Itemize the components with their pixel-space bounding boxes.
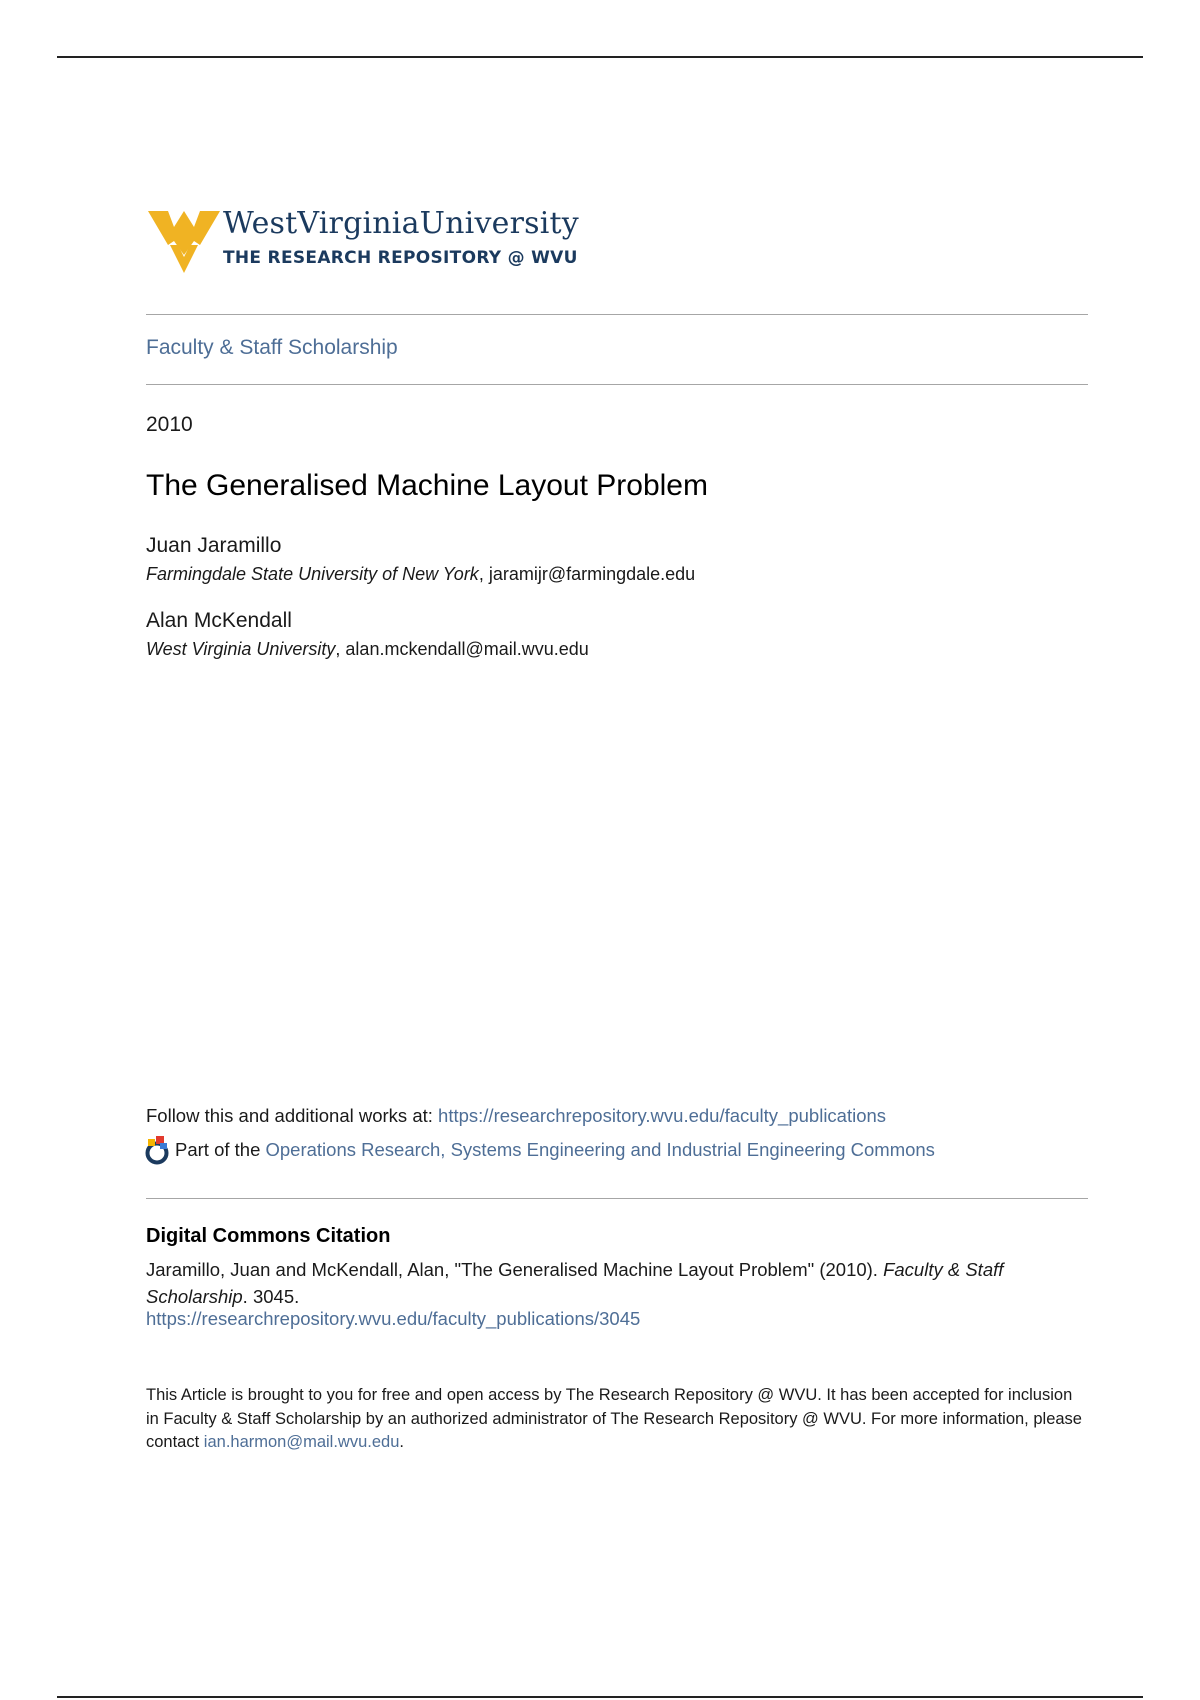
- part-of-line: [144, 1136, 935, 1170]
- affiliation-name: West Virginia University: [146, 639, 336, 659]
- citation-text: [146, 1256, 1088, 1310]
- article-title: The Generalised Machine Layout Problem: [146, 469, 708, 502]
- flying-wv-icon: [148, 207, 220, 275]
- citation-series: Faculty & Staff Scholarship: [146, 1259, 1004, 1307]
- top-rule: [57, 56, 1143, 58]
- author-affiliation: West Virginia University, alan.mckendall@mail.wvu.edu: [146, 639, 589, 659]
- commons-link[interactable]: Operations Research, Systems Engineering and Industrial Engineering Commons: [265, 1138, 935, 1160]
- author-email: jaramijr@farmingdale.edu: [488, 564, 696, 584]
- affiliation-name: Farmingdale State University of New York: [146, 564, 479, 584]
- author-name: Alan McKendall: [146, 609, 292, 632]
- logo-subline: THE RESEARCH REPOSITORY @ WVU: [223, 248, 578, 268]
- faculty-publications-link[interactable]: https://researchrepository.wvu.edu/faculty_publications: [438, 1105, 887, 1126]
- divider: [146, 1198, 1088, 1199]
- part-of-prefix: Part of the: [175, 1138, 266, 1160]
- citation-heading: Digital Commons Citation: [146, 1225, 391, 1247]
- divider: [146, 384, 1088, 385]
- follow-line: [146, 1105, 886, 1127]
- citation-url-link[interactable]: https://researchrepository.wvu.edu/faculty_publications/3045: [146, 1308, 641, 1329]
- author-affiliation: Farmingdale State University of New York, jaramijr@farmingdale.edu: [146, 564, 696, 584]
- citation-suffix: . 3045.: [242, 1286, 300, 1307]
- notice-suffix: .: [399, 1433, 404, 1451]
- publication-year: 2010: [146, 413, 193, 436]
- author-block: [146, 534, 695, 585]
- network-commons-icon: [144, 1136, 172, 1166]
- series-link[interactable]: Faculty & Staff Scholarship: [146, 336, 398, 359]
- contact-email-link[interactable]: ian.harmon@mail.wvu.edu: [203, 1433, 400, 1451]
- access-notice: [146, 1384, 1088, 1455]
- notice-text: This Article is brought to you for free and open access by The Research Repository @ WVU. It has been accepted for inclusion in Faculty & Staff Scholarship by an authorized administrator of The Research Repository @ WVU. For more information, please contact: [146, 1386, 1082, 1451]
- author-name: Juan Jaramillo: [146, 534, 282, 557]
- citation-plain: Jaramillo, Juan and McKendall, Alan, "The Generalised Machine Layout Problem" (2010).: [146, 1259, 884, 1280]
- logo-wordmark: WestVirginiaUniversity: [223, 206, 579, 241]
- wvu-logo[interactable]: [148, 204, 588, 282]
- follow-prefix: Follow this and additional works at:: [146, 1105, 439, 1126]
- bottom-rule: [57, 1696, 1143, 1698]
- divider: [146, 314, 1088, 315]
- author-email: alan.mckendall@mail.wvu.edu: [345, 639, 589, 659]
- author-block: [146, 609, 589, 660]
